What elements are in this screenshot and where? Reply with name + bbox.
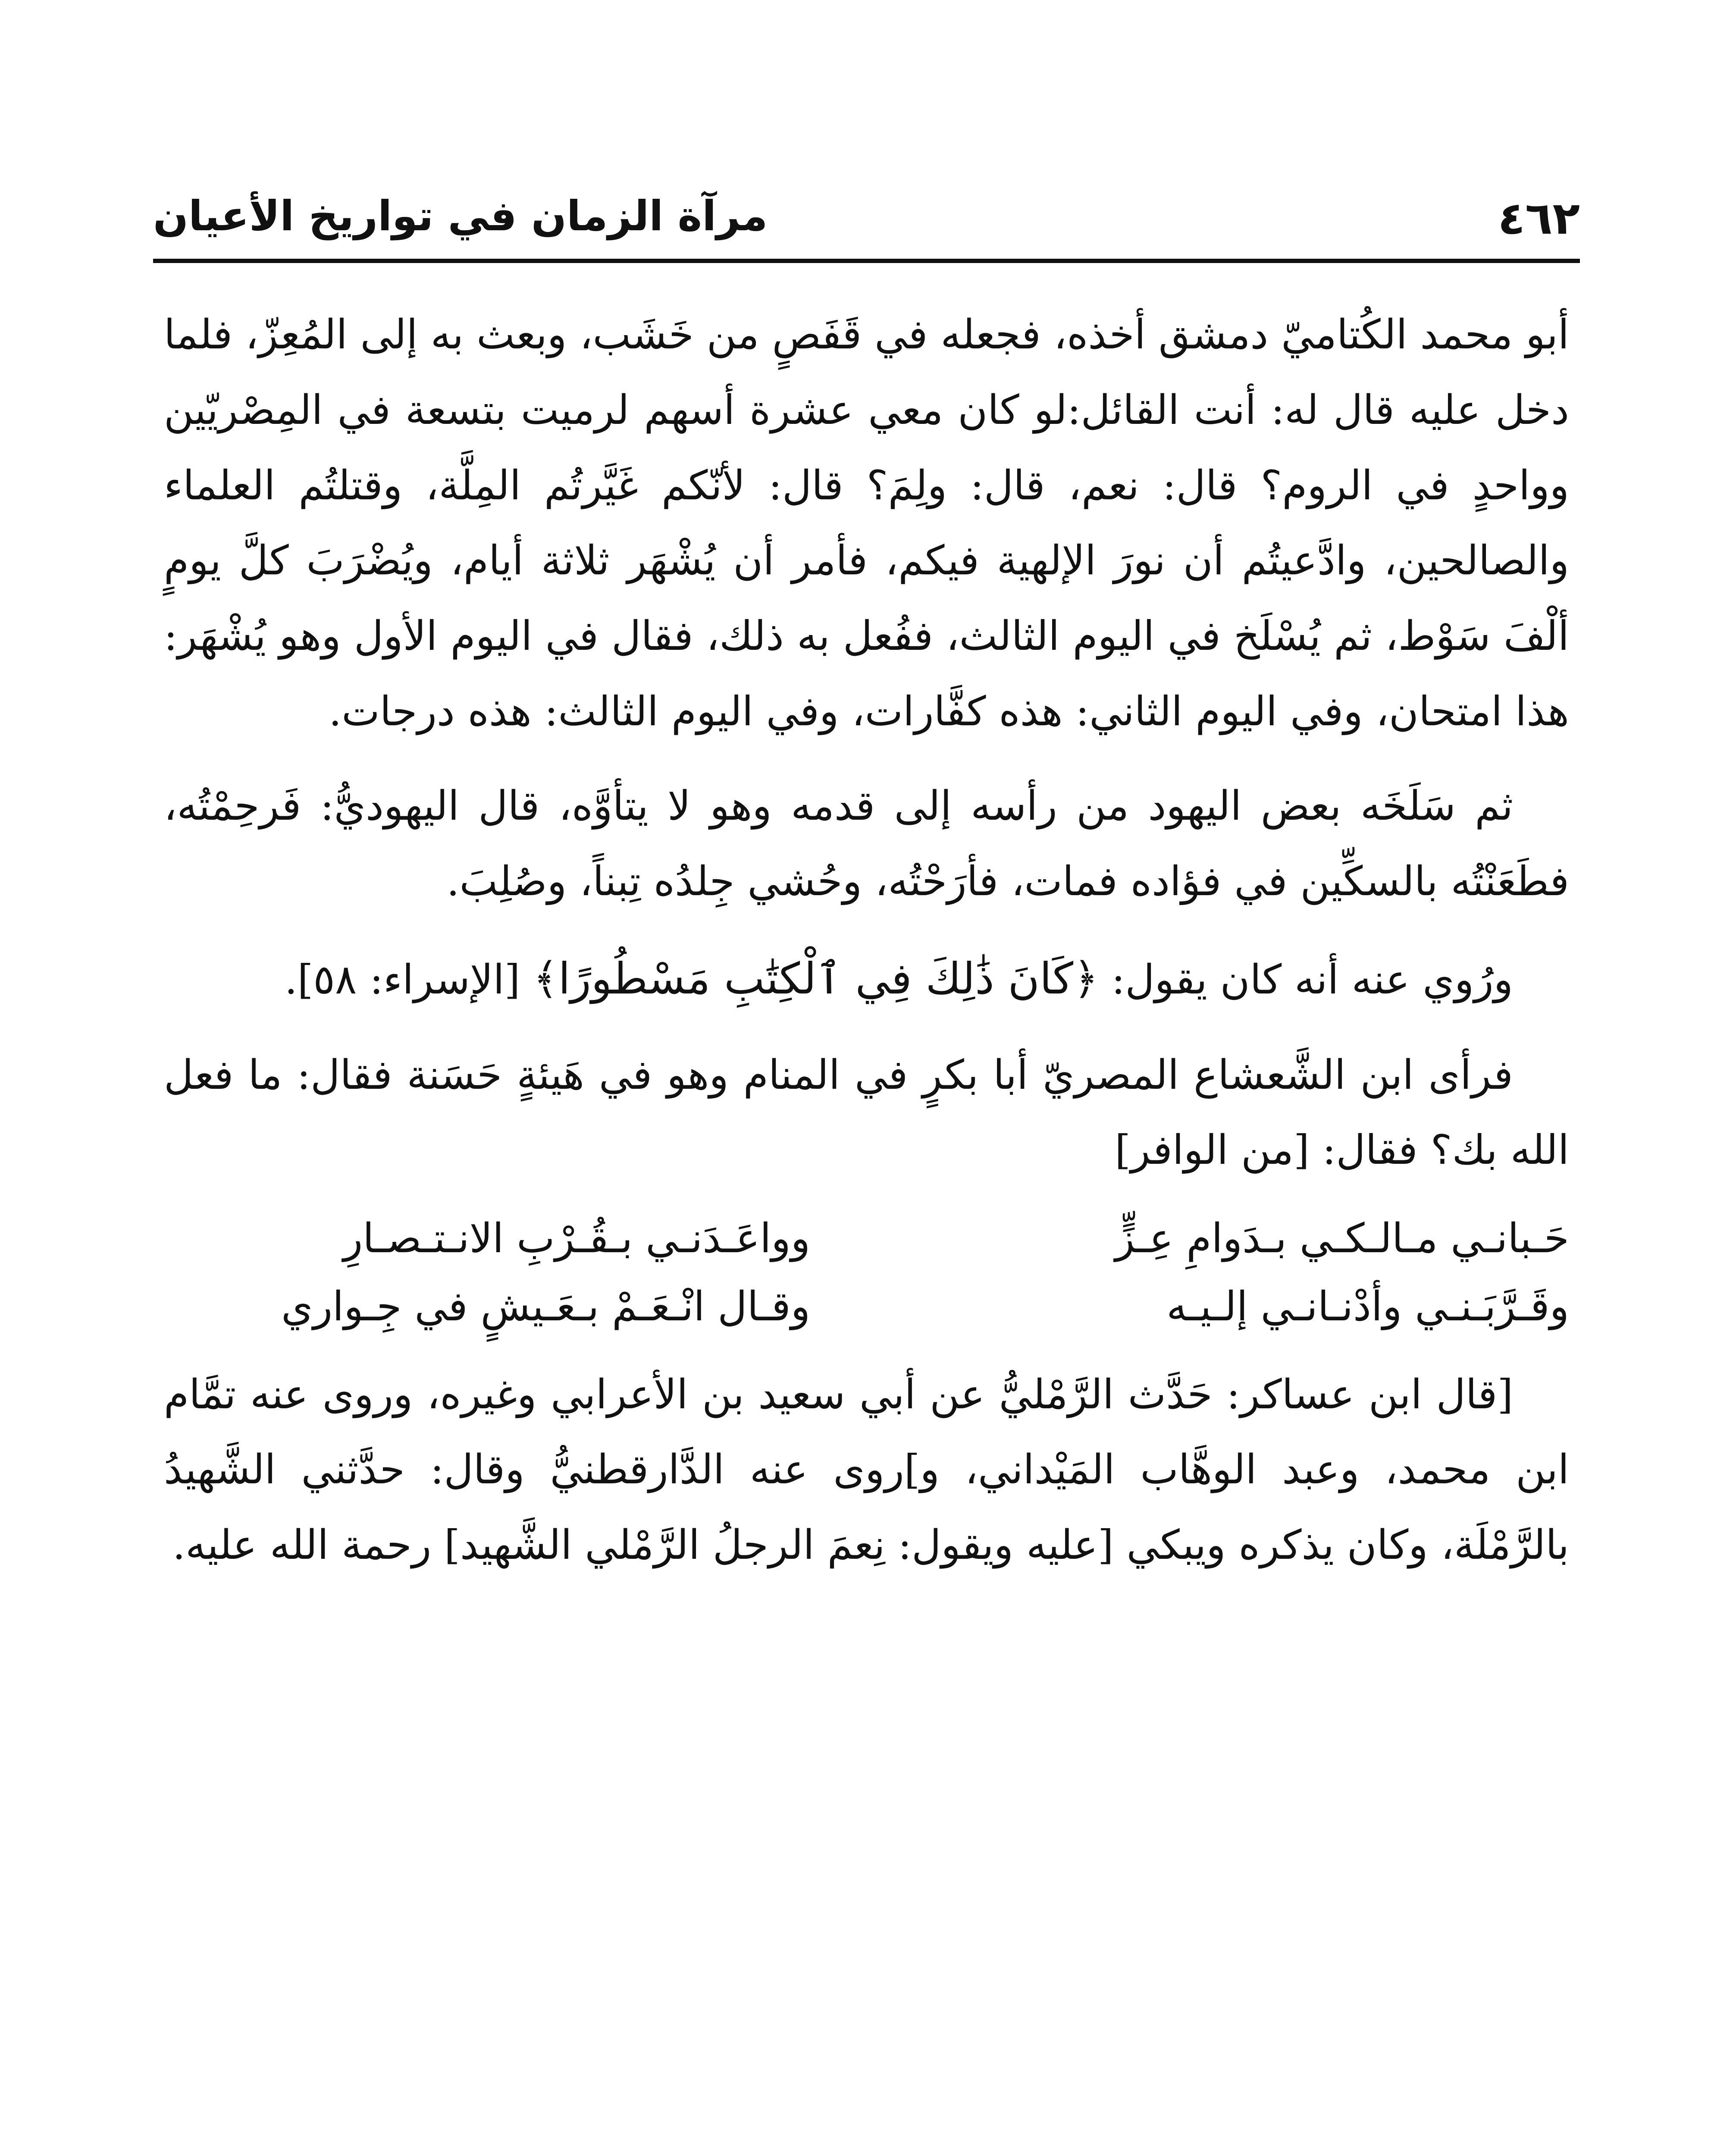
header-rule — [153, 259, 1580, 263]
poem-line-2 — [164, 1275, 1569, 1338]
poem-line-1-first-hemistich: حَـبانـي مـالـكـي بـدَوامِ عِـزٍّ — [1115, 1215, 1569, 1263]
paragraph-5: [قال ابن عساكر: حَدَّث الرَّمْليُّ عن أبي سعيد بن الأعرابي وغيره، وروى عنه تمَّام ابن محمد، وعبد الوهَّاب المَيْداني، و]روى عنه الدَّارقطنيُّ وقال: حدَّثني الشَّهيدُ بالرَّمْلَة، وكان يذكره ويبكي [عليه ويقول: نِعمَ الرجلُ الرَّمْلي الشَّهيد] رحمة الله عليه. — [164, 1371, 1569, 1569]
book-title: مرآة الزمان في تواريخ الأعيان — [153, 192, 768, 240]
paragraph-3 — [164, 939, 1569, 1019]
paragraph-1: أبو محمد الكُتاميّ دمشق أخذه، فجعله في قَفَصٍ من خَشَب، وبعث به إلى المُعِزّ، فلما دخل عليه قال له: أنت القائل:لو كان معي عشرة أسهم لرميت بتسعة في المِصْريّين وواحدٍ في الروم؟ قال: نعم، قال: ولِمَ؟ قال: لأنّكم غَيَّرتُم المِلَّة، وقتلتُم العلماء والصالحين، وادَّعيتُم أن نورَ الإلهية فيكم، فأمر أن يُشْهَر ثلاثة أيام، ويُضْرَبَ كلَّ يومٍ ألْفَ سَوْط، ثم يُسْلَخ في اليوم الثالث، ففُعل به ذلك، فقال في اليوم الأول وهو يُشْهَر: هذا امتحان، وفي اليوم الثاني: هذه كفَّارات، وفي اليوم الثالث: هذه درجات. — [164, 311, 1569, 736]
paragraph-2: ثم سَلَخَه بعض اليهود من رأسه إلى قدمه وهو لا يتأوَّه، قال اليهوديُّ: فَرحِمْتُه، فطَعَنْتُه بالسكِّين في فؤاده فمات، فأرَحْتُه، وحُشي جِلدُه تِبناً، وصُلِبَ. — [164, 782, 1569, 905]
page-number: ٤٦٢ — [1498, 192, 1580, 244]
poem — [164, 1207, 1569, 1338]
poem-line-2-first-hemistich: وقَـرَّبَـنـي وأدْنـانـي إلـيـه — [1166, 1283, 1569, 1330]
poem-line-1-second-hemistich: وواعَـدَنـي بـقُـرْبِ الانـتـصـارِ — [343, 1215, 811, 1263]
poem-line-1 — [164, 1207, 1569, 1270]
main-text — [164, 298, 1569, 1583]
poem-line-2-second-hemistich: وقـال انْـعَـمْ بـعَـيشٍ في جِـواري — [281, 1283, 811, 1330]
paragraph-4: فرأى ابن الشَّعشاع المصريّ أبا بكرٍ في المنام وهو في هَيئةٍ حَسَنة فقال: ما فعل الله بك؟ فقال: [من الوافر] — [164, 1051, 1569, 1174]
paragraph-3-prefix: ورُوي عنه أنه كان يقول: — [1111, 956, 1513, 1003]
running-header — [153, 192, 1580, 257]
quran-reference: [الإسراء: ٥٨]. — [284, 956, 520, 1003]
quran-quote: ﴿كَانَ ذَٰلِكَ فِي ٱلْكِتَٰبِ مَسْطُورًا﴾ — [533, 953, 1099, 1004]
